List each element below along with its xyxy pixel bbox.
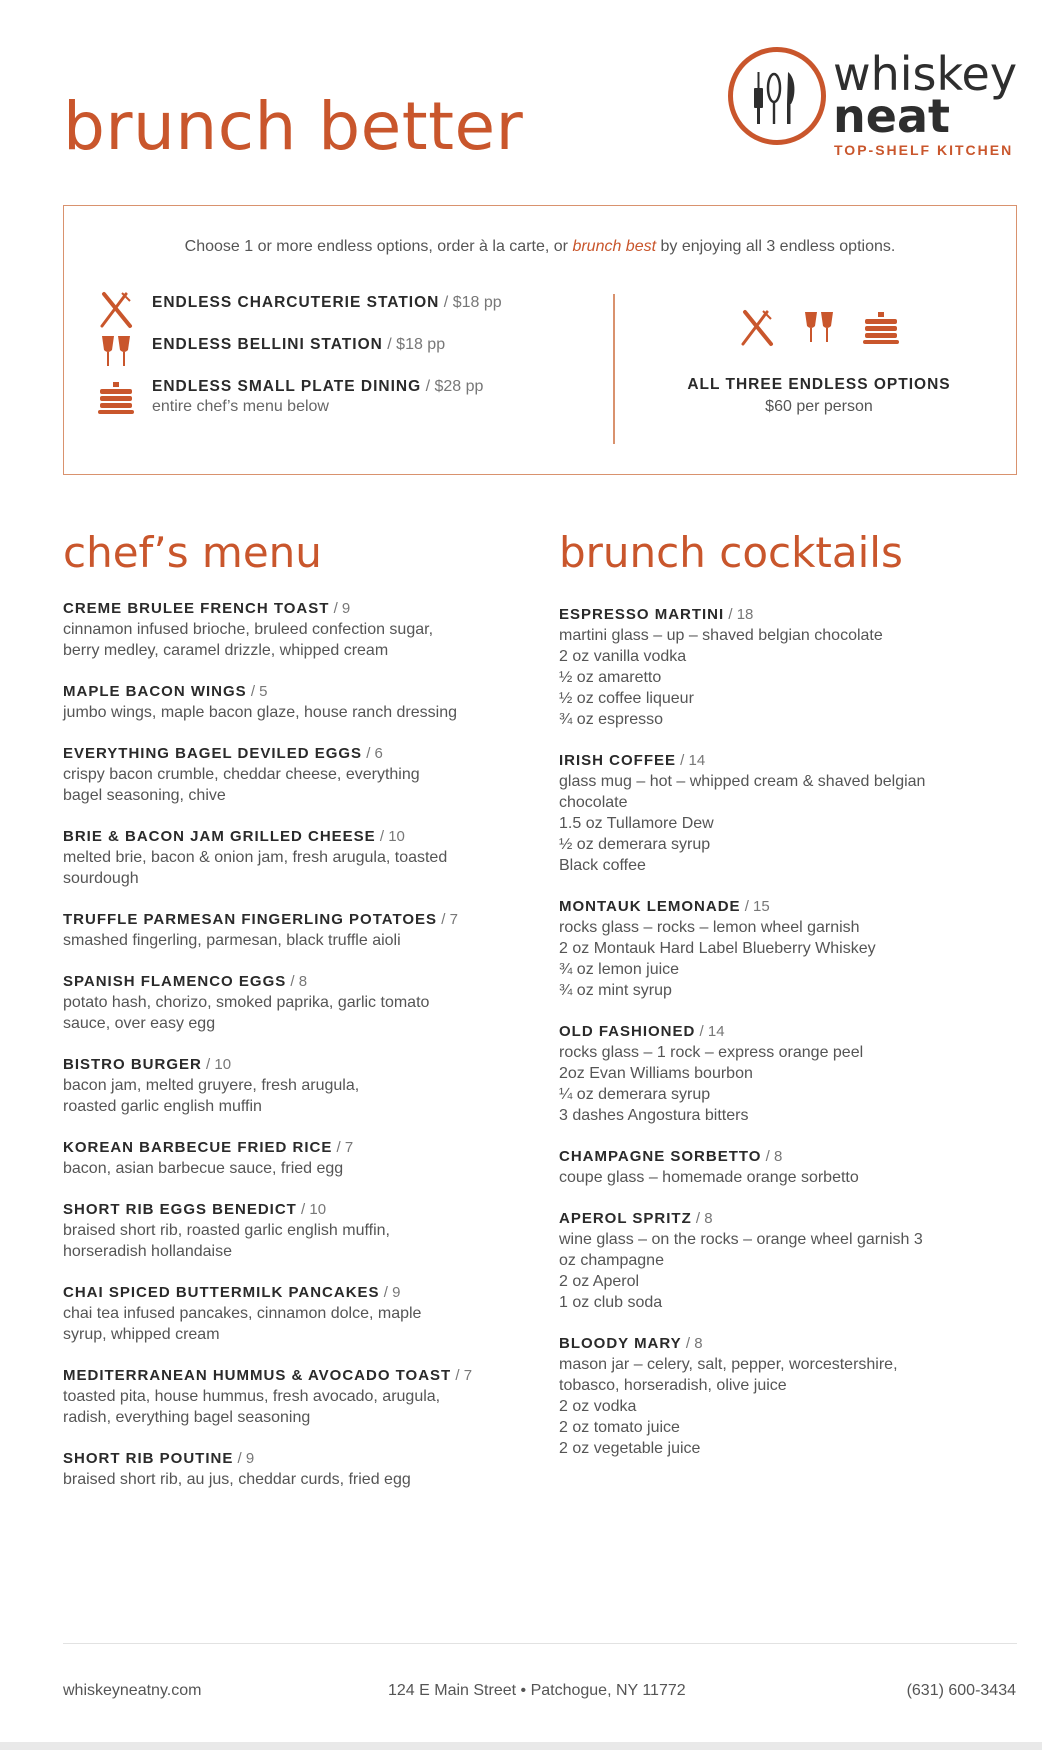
option-subtext: entire chef’s menu below (152, 398, 329, 415)
menu-item (559, 604, 1019, 730)
menu-item (63, 1054, 513, 1117)
page-title: brunch better (63, 88, 524, 165)
menu-item-description: Black coffee (559, 857, 646, 874)
brunch-cocktails-title: brunch cocktails (559, 528, 903, 577)
option-small-plates (152, 378, 612, 416)
menu-item-price: / 9 (379, 1284, 401, 1301)
menu-item-header (559, 1208, 1019, 1229)
menu-item-description: horseradish hollandaise (63, 1243, 232, 1260)
menu-item (559, 1021, 1019, 1126)
logo-emblem (728, 47, 826, 145)
menu-item-description: 2 oz vodka (559, 1398, 637, 1415)
brunch-cocktails-list (559, 604, 1019, 1479)
menu-item-name: SPANISH FLAMENCO EGGS (63, 973, 287, 990)
endless-intro (64, 238, 1016, 256)
option-name: ENDLESS CHARCUTERIE STATION (152, 294, 440, 311)
knife-fork-icon (96, 290, 136, 330)
menu-item-description: syrup, whipped cream (63, 1326, 220, 1343)
wine-glasses-icon (799, 306, 839, 350)
menu-item-description: sauce, over easy egg (63, 1015, 216, 1032)
menu-item-name: MAPLE BACON WINGS (63, 683, 247, 700)
menu-item-description: chocolate (559, 794, 628, 811)
menu-item-header (63, 826, 513, 847)
menu-item-name: EVERYTHING BAGEL DEVILED EGGS (63, 745, 363, 762)
option-price: / $18 pp (382, 336, 446, 353)
menu-item-description: ¾ oz lemon juice (559, 961, 680, 978)
menu-item-price: / 8 (761, 1148, 783, 1165)
menu-item-price: / 14 (676, 752, 706, 769)
menu-item-name: ESPRESSO MARTINI (559, 606, 725, 623)
menu-item-description: 1 oz club soda (559, 1294, 663, 1311)
menu-item-description: ½ oz amaretto (559, 669, 662, 686)
menu-item-price: / 10 (201, 1056, 232, 1073)
menu-item-price: / 8 (286, 973, 308, 990)
menu-item-description: toasted pita, house hummus, fresh avocado, arugula, (63, 1388, 441, 1405)
menu-item-description: jumbo wings, maple bacon glaze, house ranch dressing (63, 704, 458, 721)
menu-item-description: ¾ oz mint syrup (559, 982, 672, 999)
menu-item-description: rocks glass – rocks – lemon wheel garnish (559, 919, 860, 936)
menu-item-header (63, 1054, 513, 1075)
menu-item-description: coupe glass – homemade orange sorbetto (559, 1169, 859, 1186)
pancake-stack-icon (861, 306, 901, 350)
option-price: / $28 pp (421, 378, 484, 395)
menu-item-description: bacon, asian barbecue sauce, fried egg (63, 1160, 344, 1177)
menu-item-description: cinnamon infused brioche, bruleed confection sugar, (63, 621, 434, 638)
menu-item-header (559, 1146, 1019, 1167)
chefs-menu-title: chef’s menu (63, 528, 322, 577)
menu-item-price: / 7 (332, 1139, 354, 1156)
menu-item-price: / 14 (695, 1023, 725, 1040)
menu-item-description: sourdough (63, 870, 139, 887)
menu-item-price: / 18 (724, 606, 754, 623)
menu-item-price: / 9 (233, 1450, 255, 1467)
menu-item-name: SHORT RIB POUTINE (63, 1450, 234, 1467)
all-three-price: $60 per person (765, 398, 873, 415)
menu-item-name: MONTAUK LEMONADE (559, 898, 741, 915)
menu-item (63, 971, 513, 1034)
menu-item-description: 2oz Evan Williams bourbon (559, 1065, 753, 1082)
menu-item-name: CREME BRULEE FRENCH TOAST (63, 600, 330, 617)
menu-item-name: BLOODY MARY (559, 1335, 682, 1352)
footer-website-link[interactable]: whiskeyneatny.com (63, 1682, 202, 1699)
menu-item-name: OLD FASHIONED (559, 1023, 696, 1040)
menu-item-price: / 7 (451, 1367, 473, 1384)
menu-item (63, 1137, 513, 1179)
intro-text-start: Choose 1 or more endless options, order à la carte, or (184, 238, 573, 255)
footer-address: 124 E Main Street • Patchogue, NY 11772 (388, 1682, 686, 1699)
all-three-icons (624, 306, 1014, 356)
menu-item (63, 598, 513, 661)
menu-item-description: glass mug – hot – whipped cream & shaved belgian (559, 773, 926, 790)
option-charcuterie (152, 294, 612, 312)
menu-item-header (559, 604, 1019, 625)
menu-item-description: ¾ oz espresso (559, 711, 664, 728)
menu-item (63, 909, 513, 951)
menu-item-description: braised short rib, au jus, cheddar curds, fried egg (63, 1471, 411, 1488)
menu-item (559, 1146, 1019, 1188)
menu-item-price: / 8 (691, 1210, 713, 1227)
logo-word-whiskey: whiskey (833, 47, 1018, 101)
menu-item-header (63, 909, 513, 930)
menu-item-description: potato hash, chorizo, smoked paprika, garlic tomato (63, 994, 430, 1011)
menu-item-name: TRUFFLE PARMESAN FINGERLING POTATOES (63, 911, 438, 928)
menu-item (63, 1365, 513, 1428)
option-price: / $18 pp (439, 294, 502, 311)
menu-item (63, 743, 513, 806)
menu-item-price: / 8 (681, 1335, 703, 1352)
menu-item-description: ½ oz demerara syrup (559, 836, 711, 853)
menu-item-price: / 15 (740, 898, 770, 915)
menu-item-description: oz champagne (559, 1252, 664, 1269)
menu-item-price: / 9 (329, 600, 351, 617)
menu-item-description: martini glass – up – shaved belgian chocolate (559, 627, 883, 644)
menu-item-description: 2 oz Montauk Hard Label Blueberry Whiskey (559, 940, 876, 957)
menu-item-description: radish, everything bagel seasoning (63, 1409, 311, 1426)
menu-item-price: / 5 (246, 683, 268, 700)
menu-item (63, 1448, 513, 1490)
menu-item (63, 681, 513, 723)
menu-item-description: tobasco, horseradish, olive juice (559, 1377, 787, 1394)
logo (728, 45, 1018, 157)
menu-item-name: CHAMPAGNE SORBETTO (559, 1148, 762, 1165)
knife-fork-icon (737, 306, 777, 350)
menu-item-price: / 6 (362, 745, 383, 762)
wine-glasses-icon (96, 332, 136, 372)
menu-item-name: SHORT RIB EGGS BENEDICT (63, 1201, 297, 1218)
menu-item-header (63, 1199, 513, 1220)
menu-item-name: IRISH COFFEE (559, 752, 677, 769)
menu-item-price: / 10 (375, 828, 405, 845)
menu-item-description: ½ oz coffee liqueur (559, 690, 694, 707)
intro-text-end: by enjoying all 3 endless options. (656, 238, 896, 255)
endless-options-box (63, 205, 1017, 475)
menu-item (559, 750, 1019, 876)
menu-item-description: ¼ oz demerara syrup (559, 1086, 711, 1103)
menu-item-name: BRIE & BACON JAM GRILLED CHEESE (63, 828, 376, 845)
option-bellini (152, 336, 612, 354)
box-divider (613, 294, 615, 444)
menu-item-header (63, 971, 513, 992)
menu-item-header (63, 1137, 513, 1158)
menu-item-price: / 10 (296, 1201, 327, 1218)
menu-item-description: bacon jam, melted gruyere, fresh arugula, (63, 1077, 360, 1094)
menu-item-header (559, 1333, 1019, 1354)
menu-item-header (63, 681, 513, 702)
utensils-icon (747, 66, 809, 128)
menu-item-name: KOREAN BARBECUE FRIED RICE (63, 1139, 333, 1156)
menu-item-name: BISTRO BURGER (63, 1056, 202, 1073)
menu-item-description: roasted garlic english muffin (63, 1098, 262, 1115)
menu-item-header (63, 598, 513, 619)
logo-word-neat: neat (833, 89, 950, 143)
footer-divider (63, 1643, 1017, 1644)
menu-item-description: crispy bacon crumble, cheddar cheese, everything (63, 766, 420, 783)
all-three-title: ALL THREE ENDLESS OPTIONS (687, 376, 951, 393)
menu-item-header (63, 1448, 513, 1469)
menu-item-description: mason jar – celery, salt, pepper, worcestershire, (559, 1356, 898, 1373)
menu-item (63, 826, 513, 889)
menu-item-description: 3 dashes Angostura bitters (559, 1107, 749, 1124)
menu-item-description: rocks glass – 1 rock – express orange peel (559, 1044, 864, 1061)
option-name: ENDLESS SMALL PLATE DINING (152, 378, 422, 395)
menu-item (559, 896, 1019, 1001)
menu-item-description: berry medley, caramel drizzle, whipped cream (63, 642, 389, 659)
bottom-edge (0, 1742, 1042, 1750)
menu-item-name: APEROL SPRITZ (559, 1210, 692, 1227)
menu-item-description: 2 oz vegetable juice (559, 1440, 701, 1457)
footer-phone: (631) 600-3434 (906, 1682, 1016, 1699)
intro-emphasis: brunch best (572, 238, 657, 255)
menu-item (63, 1199, 513, 1262)
menu-item-name: CHAI SPICED BUTTERMILK PANCAKES (63, 1284, 380, 1301)
menu-item-description: 2 oz Aperol (559, 1273, 640, 1290)
menu-item (63, 1282, 513, 1345)
chefs-menu-list (63, 598, 513, 1510)
menu-item-description: melted brie, bacon & onion jam, fresh arugula, toasted (63, 849, 448, 866)
menu-item-header (559, 1021, 1019, 1042)
menu-item-header (559, 750, 1019, 771)
menu-item-description: smashed fingerling, parmesan, black truffle aioli (63, 932, 401, 949)
pancake-stack-icon (96, 378, 136, 418)
menu-item-header (63, 1282, 513, 1303)
menu-item-name: MEDITERRANEAN HUMMUS & AVOCADO TOAST (63, 1367, 452, 1384)
menu-item-description: chai tea infused pancakes, cinnamon dolce, maple (63, 1305, 422, 1322)
menu-item-description: bagel seasoning, chive (63, 787, 226, 804)
menu-item-description: 2 oz tomato juice (559, 1419, 680, 1436)
all-three-options (624, 306, 1014, 416)
logo-tagline: TOP-SHELF KITCHEN (834, 142, 1014, 158)
menu-item-header (63, 743, 513, 764)
menu-item-header (559, 896, 1019, 917)
option-name: ENDLESS BELLINI STATION (152, 336, 383, 353)
menu-item (559, 1208, 1019, 1313)
menu-item-description: braised short rib, roasted garlic english muffin, (63, 1222, 390, 1239)
menu-item-header (63, 1365, 513, 1386)
menu-item-description: 2 oz vanilla vodka (559, 648, 687, 665)
menu-item-description: 1.5 oz Tullamore Dew (559, 815, 714, 832)
menu-item-price: / 7 (437, 911, 458, 928)
menu-item-description: wine glass – on the rocks – orange wheel garnish 3 (559, 1231, 923, 1248)
menu-item (559, 1333, 1019, 1459)
